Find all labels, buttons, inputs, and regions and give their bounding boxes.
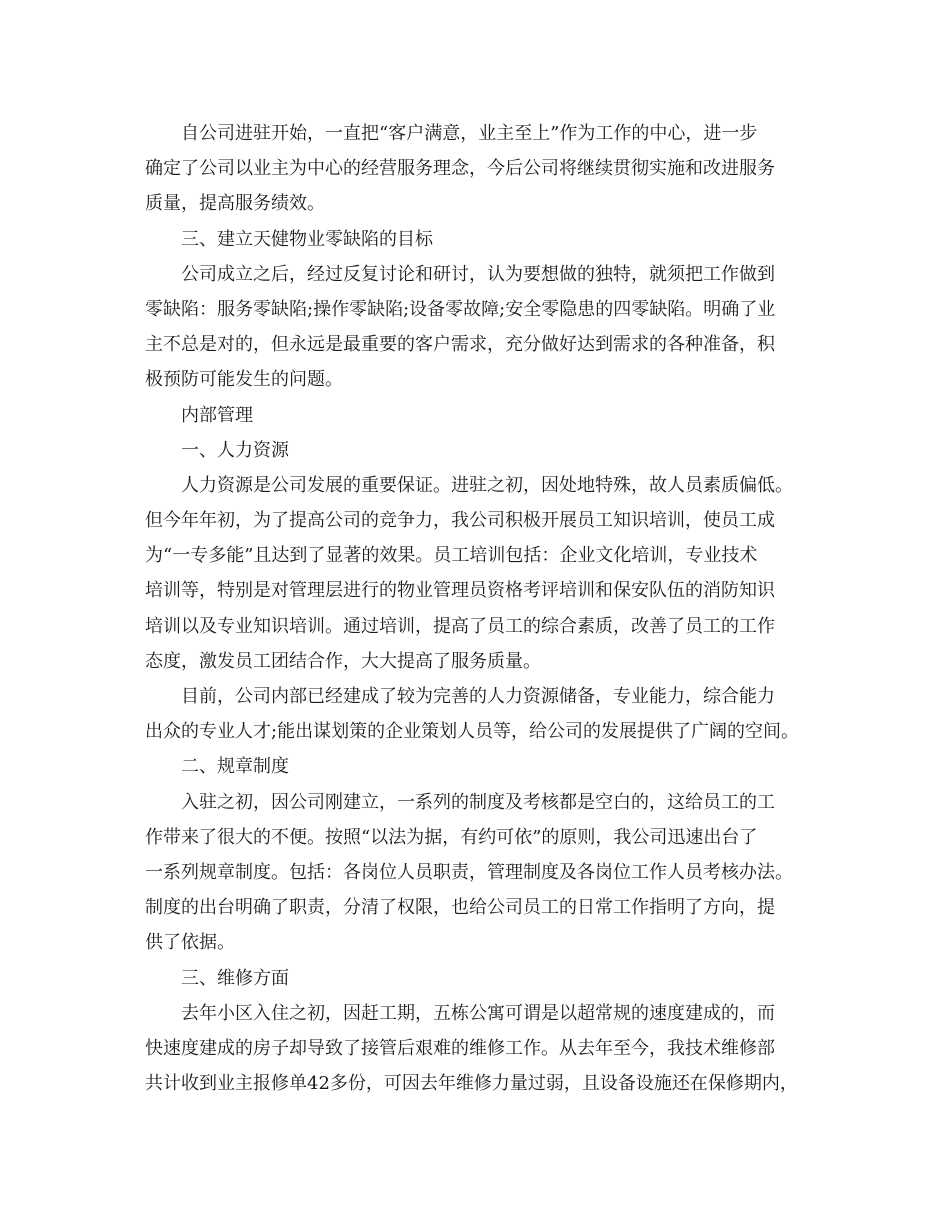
- paragraph-first-line: 目前，公司内部已经建成了较为完善的人力资源储备，专业能力，综合能力: [181, 686, 775, 707]
- document-body: [145, 116, 825, 1101]
- paragraph-line: 但今年年初，为了提高公司的竞争力，我公司积极开展员工知识培训，使员工成: [145, 510, 775, 532]
- paragraph-line: 主不总是对的，但永远是最重要的客户需求，充分做好达到需求的各种准备，积: [145, 334, 775, 356]
- paragraph-line: 一系列规章制度。包括：各岗位人员职责，管理制度及各岗位工作人员考核办法。: [145, 861, 793, 883]
- paragraph-line: 制度的出台明确了职责，分清了权限，也给公司员工的日常工作指明了方向，提: [145, 897, 775, 919]
- paragraph-line: 为“一专多能”且达到了显著的效果。员工培训包括：企业文化培训，专业技术: [145, 545, 758, 567]
- paragraph-first-line: 一、人力资源: [181, 439, 289, 461]
- paragraph-line: 质量，提高服务绩效。: [145, 193, 325, 215]
- paragraph-first-line: 自公司进驻开始，一直把“客户满意，业主至上”作为工作的中心，进一步: [181, 123, 758, 144]
- paragraph-first-line: 人力资源是公司发展的重要保证。进驻之初，因处地特殊，故人员素质偏低。: [181, 474, 793, 496]
- paragraph-line: 作带来了很大的不便。按照“以法为据，有约可依”的原则，我公司迅速出台了: [145, 826, 758, 848]
- paragraph-line: 出众的专业人才;能出谋划策的企业策划人员等，给公司的发展提供了广阔的空间。: [145, 721, 800, 743]
- paragraph-line: 态度，激发员工团结合作，大大提高了服务质量。: [145, 650, 541, 672]
- paragraph-first-line: 公司成立之后，经过反复讨论和研讨，认为要想做的独特，就须把工作做到: [181, 263, 775, 285]
- paragraph-line: 培训以及专业知识培训。通过培训，提高了员工的综合素质，改善了员工的工作: [145, 615, 775, 637]
- paragraph-first-line: 入驻之初，因公司刚建立，一系列的制度及考核都是空白的，这给员工的工: [181, 791, 775, 813]
- paragraph-line: 确定了公司以业主为中心的经营服务理念，今后公司将继续贯彻实施和改进服务: [145, 158, 775, 180]
- paragraph-first-line: 内部管理: [181, 404, 253, 426]
- paragraph-first-line: 二、规章制度: [181, 756, 289, 778]
- paragraph-line: 供了依据。: [145, 932, 235, 954]
- paragraph-line: 零缺陷：服务零缺陷;操作零缺陷;设备零故障;安全零隐患的四零缺陷。明确了业: [145, 298, 776, 320]
- paragraph-first-line: 三、维修方面: [181, 967, 289, 989]
- paragraph-first-line: 去年小区入住之初，因赶工期，五栋公寓可谓是以超常规的速度建成的，而: [181, 1002, 775, 1024]
- paragraph-line: 快速度建成的房子却导致了接管后艰难的维修工作。从去年至今，我技术维修部: [145, 1037, 775, 1059]
- paragraph-line: 极预防可能发生的问题。: [145, 369, 343, 391]
- paragraph-line: 共计收到业主报修单42多份，可因去年维修力量过弱，且设备设施还在保修期内，: [145, 1073, 798, 1095]
- paragraph-first-line: 三、建立天健物业零缺陷的目标: [181, 228, 433, 250]
- paragraph-line: 培训等，特别是对管理层进行的物业管理员资格考评培训和保安队伍的消防知识: [145, 580, 775, 602]
